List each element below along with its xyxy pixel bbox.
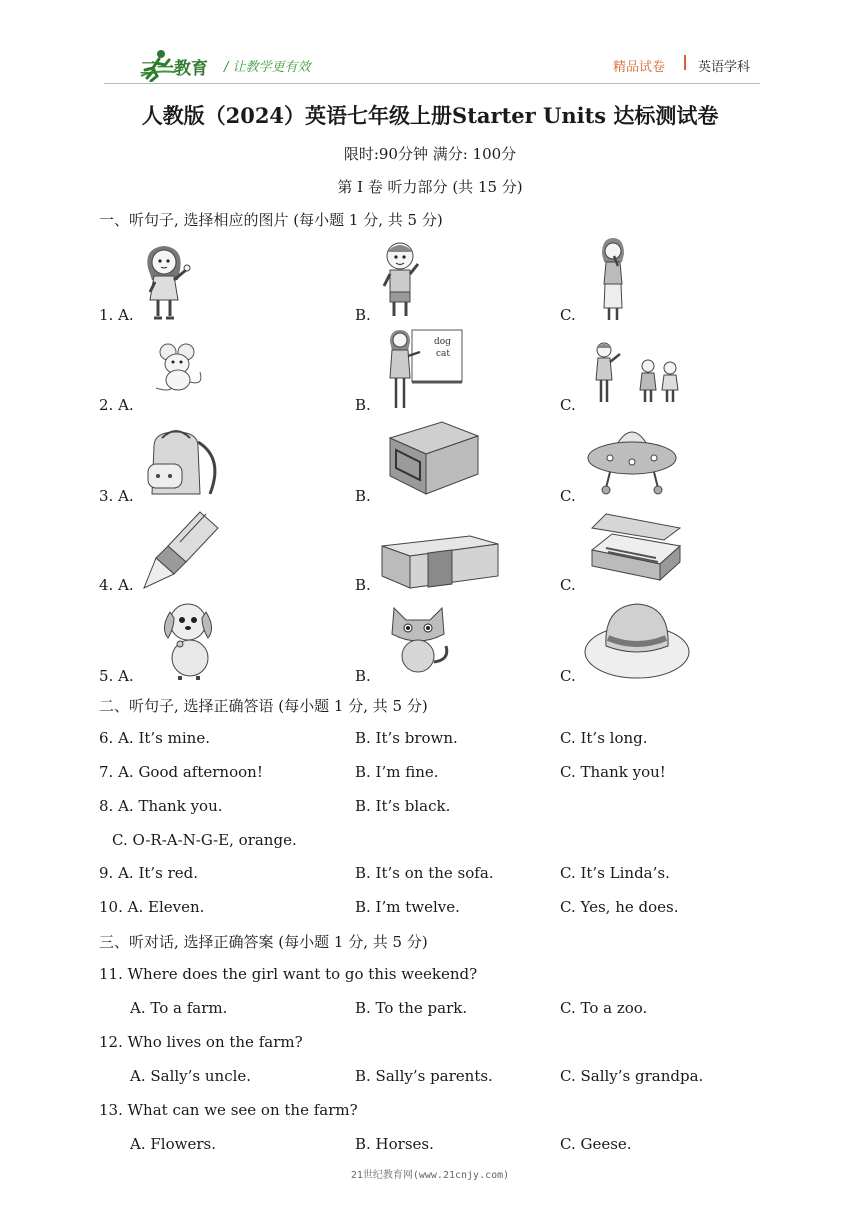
q8-option-c[interactable]: C. O-R-A-N-G-E, orange. [112, 831, 297, 849]
slogan: / 让教学更有效 [224, 60, 311, 75]
woman-thinking-icon [596, 236, 630, 322]
q1-option-a[interactable]: 1. A. [99, 306, 134, 324]
q13-stem: 13. What can we see on the farm? [99, 1101, 358, 1119]
q9-option-c[interactable]: C. It’s Linda’s. [560, 864, 670, 882]
children-waving-icon [590, 340, 686, 408]
q7-option-b[interactable]: B. I’m fine. [355, 763, 439, 781]
backpack-icon [140, 428, 226, 500]
q2-option-b[interactable]: B. [355, 396, 371, 414]
q13-option-c[interactable]: C. Geese. [560, 1135, 632, 1153]
q1-option-b[interactable]: B. [355, 306, 371, 324]
mouse-icon [150, 342, 208, 394]
pencil-case-icon [380, 418, 480, 498]
q5-option-a[interactable]: 5. A. [99, 667, 134, 685]
q4-option-a[interactable]: 4. A. [99, 576, 134, 594]
q11-stem: 11. Where does the girl want to go this weekend? [99, 965, 478, 983]
tag-premium: 精品试卷 [613, 60, 666, 75]
board-word-dog: dog [434, 337, 451, 347]
header-rule [104, 83, 760, 84]
q10-option-c[interactable]: C. Yes, he does. [560, 898, 679, 916]
q7-option-a[interactable]: 7. A. Good afternoon! [99, 763, 263, 781]
q8-option-b[interactable]: B. It’s black. [355, 797, 451, 815]
page-subtitle: 限时:90分钟 满分: 100分 [343, 145, 517, 163]
q11-option-a[interactable]: A. To a farm. [130, 999, 228, 1017]
q8-option-a[interactable]: 8. A. Thank you. [99, 797, 223, 815]
girl-waving-icon [140, 240, 192, 322]
q1-option-c[interactable]: C. [560, 306, 576, 324]
hat-icon [582, 596, 692, 682]
page-title: 人教版（2024）英语七年级上册Starter Units 达标测试卷 [141, 103, 719, 128]
eraser-icon [378, 532, 502, 590]
q13-option-a[interactable]: A. Flowers. [130, 1135, 216, 1153]
q10-option-a[interactable]: 10. A. Eleven. [99, 898, 205, 916]
ufo-icon [586, 418, 678, 500]
part-heading: 第 I 卷 听力部分 (共 15 分) [337, 178, 523, 196]
tag-subject: 英语学科 [698, 60, 751, 75]
q6-option-c[interactable]: C. It’s long. [560, 729, 648, 747]
q5-option-b[interactable]: B. [355, 667, 371, 685]
q3-option-a[interactable]: 3. A. [99, 487, 134, 505]
q13-option-b[interactable]: B. Horses. [355, 1135, 434, 1153]
dog-icon [158, 598, 224, 682]
q10-option-b[interactable]: B. I’m twelve. [355, 898, 460, 916]
q3-option-b[interactable]: B. [355, 487, 371, 505]
cat-icon [386, 602, 452, 676]
section2-heading: 二、听句子, 选择正确答语 (每小题 1 分, 共 5 分) [99, 697, 428, 715]
q5-option-c[interactable]: C. [560, 667, 576, 685]
q12-option-c[interactable]: C. Sally’s grandpa. [560, 1067, 704, 1085]
q9-option-a[interactable]: 9. A. It’s red. [99, 864, 199, 882]
q6-option-b[interactable]: B. It’s brown. [355, 729, 458, 747]
q11-option-c[interactable]: C. To a zoo. [560, 999, 648, 1017]
q2-option-a[interactable]: 2. A. [99, 396, 134, 414]
q3-option-c[interactable]: C. [560, 487, 576, 505]
q12-option-b[interactable]: B. Sally’s parents. [355, 1067, 493, 1085]
q7-option-c[interactable]: C. Thank you! [560, 763, 666, 781]
section1-heading: 一、听句子, 选择相应的图片 (每小题 1 分, 共 5 分) [99, 211, 443, 229]
tag-divider [684, 55, 686, 70]
pen-icon [140, 508, 222, 590]
q12-option-a[interactable]: A. Sally’s uncle. [130, 1067, 252, 1085]
open-pencil-box-icon [586, 510, 684, 586]
q4-option-c[interactable]: C. [560, 576, 576, 594]
q4-option-b[interactable]: B. [355, 576, 371, 594]
section3-heading: 三、听对话, 选择正确答案 (每小题 1 分, 共 5 分) [99, 933, 428, 951]
q2-option-c[interactable]: C. [560, 396, 576, 414]
footer-source: 21世纪教育网(www.21cnjy.com) [350, 1170, 510, 1181]
teacher-blackboard-icon [384, 328, 464, 410]
q6-option-a[interactable]: 6. A. It’s mine. [99, 729, 210, 747]
boy-waving-icon [378, 238, 424, 320]
logo-text: 二一教育 [140, 59, 208, 79]
board-word-cat: cat [436, 349, 451, 359]
q12-stem: 12. Who lives on the farm? [99, 1033, 303, 1051]
q11-option-b[interactable]: B. To the park. [355, 999, 468, 1017]
q9-option-b[interactable]: B. It’s on the sofa. [355, 864, 494, 882]
